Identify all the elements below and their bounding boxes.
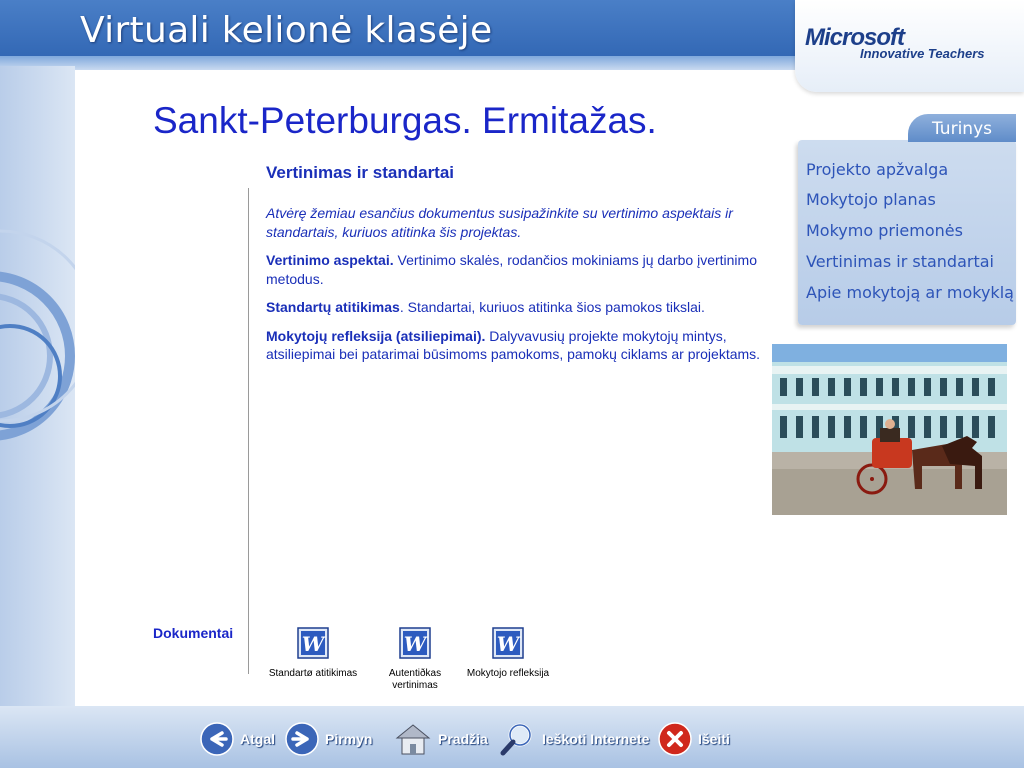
exit-button[interactable] (658, 720, 730, 758)
home-icon (394, 722, 432, 756)
hermitage-photo (772, 344, 1007, 515)
item-reflection-heading: Mokytojų refleksija (atsiliepimai). (266, 327, 486, 344)
documents-label: Dokumentai (153, 625, 234, 641)
item-assessment-heading: Vertinimo aspektai. (266, 252, 394, 268)
forward-button[interactable] (285, 720, 372, 758)
item-reflection-text: Dalyvavusių projekte mokytojų mintys, atsiliepimai bei patarimai būsimoms pamokoms, pamokų ciklams ar projektams. (266, 327, 761, 362)
item-standards (266, 298, 766, 317)
menu-tab-contents: Turinys (908, 114, 1016, 142)
menu-item-about-teacher[interactable]: Apie mokytoją ar mokyklą (806, 283, 1014, 302)
word-document-icon (399, 627, 431, 659)
search-internet-button[interactable] (500, 720, 649, 758)
content-divider (248, 188, 249, 674)
brand-logo: Microsoft (805, 24, 904, 51)
forward-label: Pirmyn (325, 731, 373, 747)
home-label: Pradžia (438, 731, 488, 747)
menu-item-project-overview[interactable]: Projekto apžvalga (806, 160, 949, 179)
page-title: Sankt-Peterburgas. Ermitažas. (153, 100, 657, 141)
app-title: Virtuali kelionė klasėje (80, 10, 493, 51)
item-standards-text: . Standartai, kuriuos atitinka šios pamokos tikslai. (399, 299, 705, 315)
magnifier-icon (500, 721, 536, 757)
swirl-decoration-icon (0, 66, 75, 706)
document-reflection[interactable] (448, 627, 568, 680)
back-label: Atgal (240, 731, 275, 747)
item-assessment (266, 251, 766, 288)
item-reflection (266, 327, 766, 364)
svg-text:W: W (301, 632, 325, 656)
exit-label: Išeiti (698, 731, 730, 747)
close-icon (658, 722, 692, 756)
home-button[interactable] (394, 720, 488, 758)
menu-item-teacher-plan[interactable]: Mokytojo planas (806, 190, 936, 209)
menu-item-teaching-tools[interactable]: Mokymo priemonės (806, 221, 963, 240)
search-internet-label: Ieškoti Internete (542, 731, 650, 747)
document-reflection-label: Mokytojo refleksija (466, 668, 550, 679)
word-document-icon (297, 627, 329, 659)
document-assessment-label: Autentiðkas vertinimas (388, 668, 442, 691)
word-document-icon (492, 627, 524, 659)
arrow-right-icon (285, 722, 319, 756)
svg-text:W: W (496, 632, 520, 656)
svg-text:W: W (403, 632, 427, 656)
back-button[interactable] (200, 720, 275, 758)
brand-subtitle: Innovative Teachers (860, 46, 985, 61)
section-content (266, 204, 766, 374)
item-assessment-text: Vertinimo skalės, rodančios mokiniams jų darbo įvertinimo metodus. (266, 252, 757, 287)
section-title: Vertinimas ir standartai (266, 163, 455, 182)
item-standards-heading: Standartų atitikimas (266, 299, 400, 315)
arrow-left-icon (200, 722, 234, 756)
left-decoration (0, 66, 75, 706)
menu-item-assessment[interactable]: Vertinimas ir standartai (806, 252, 994, 271)
intro-text: Atvėrę žemiau esančius dokumentus susipažinkite su vertinimo aspektais ir standartais, kuriuos atitinka šis projektas. (266, 205, 733, 240)
document-standards-label: Standartø atitikimas (268, 668, 358, 679)
